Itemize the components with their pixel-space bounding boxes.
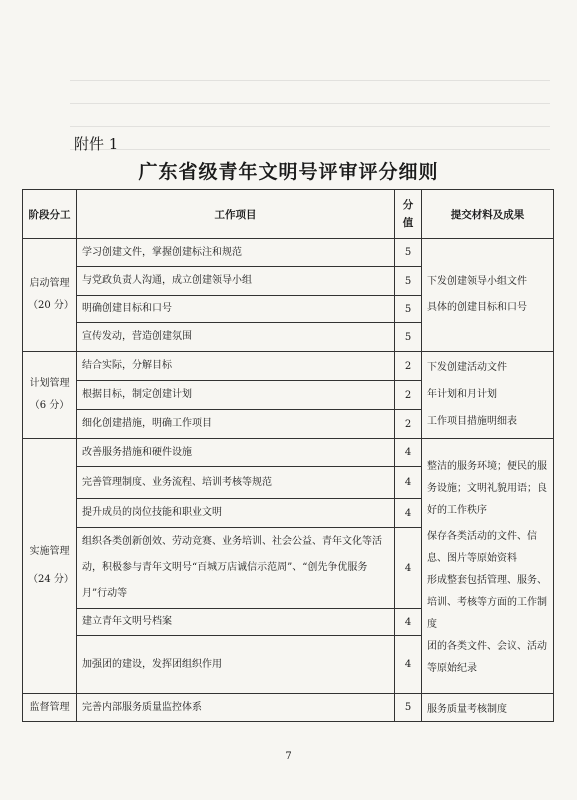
page-number: 7 bbox=[285, 751, 292, 762]
work-item: 结合实际，分解目标 bbox=[77, 352, 395, 381]
phase-points: （20 分） bbox=[28, 300, 74, 311]
score-value: 5 bbox=[395, 694, 422, 722]
work-item: 学习创建文件，掌握创建标注和规范 bbox=[77, 239, 395, 267]
material-item: 整洁的服务环境；便民的服务设施；文明礼貌用语；良好的工作秩序 bbox=[427, 461, 547, 516]
table-row bbox=[23, 694, 554, 722]
phase-name: 计划管理 bbox=[29, 378, 70, 389]
materials-cell bbox=[422, 694, 554, 722]
header-materials: 提交材料及成果 bbox=[422, 190, 554, 239]
work-item: 加强团的建设，发挥团组织作用 bbox=[77, 636, 395, 694]
score-value: 2 bbox=[395, 410, 422, 439]
work-item: 明确创建目标和口号 bbox=[77, 296, 395, 323]
table-header-row bbox=[23, 190, 554, 239]
score-value: 4 bbox=[395, 636, 422, 694]
attachment-label: 附件 1 bbox=[74, 135, 119, 153]
score-value: 2 bbox=[395, 381, 422, 410]
score-value: 4 bbox=[395, 528, 422, 609]
work-item: 改善服务措施和硬件设施 bbox=[77, 439, 395, 467]
phase-cell bbox=[23, 694, 77, 722]
header-score: 分值 bbox=[395, 190, 422, 239]
material-item: 保存各类活动的文件、信息、图片等原始资料 bbox=[427, 531, 537, 564]
material-item: 具体的创建目标和口号 bbox=[427, 302, 527, 313]
phase-cell bbox=[23, 239, 77, 352]
header-item: 工作项目 bbox=[77, 190, 395, 239]
table-row bbox=[23, 239, 554, 267]
material-item: 工作项目措施明细表 bbox=[427, 416, 517, 427]
score-value: 5 bbox=[395, 323, 422, 352]
work-item: 提升成员的岗位技能和职业文明 bbox=[77, 499, 395, 528]
work-item: 与党政负责人沟通，成立创建领导小组 bbox=[77, 267, 395, 296]
score-value: 4 bbox=[395, 499, 422, 528]
materials-cell bbox=[422, 239, 554, 352]
work-item: 细化创建措施，明确工作项目 bbox=[77, 410, 395, 439]
score-value: 4 bbox=[395, 439, 422, 467]
score-value: 5 bbox=[395, 239, 422, 267]
work-item: 根据目标，制定创建计划 bbox=[77, 381, 395, 410]
score-value: 4 bbox=[395, 609, 422, 636]
score-value: 4 bbox=[395, 467, 422, 499]
table-row bbox=[23, 439, 554, 467]
material-item: 下发创建领导小组文件 bbox=[427, 276, 527, 287]
material-item: 年计划和月计划 bbox=[427, 389, 497, 400]
table-row bbox=[23, 352, 554, 381]
phase-name: 启动管理 bbox=[29, 278, 70, 289]
materials-cell bbox=[422, 439, 554, 694]
phase-name: 监督管理 bbox=[29, 701, 70, 713]
phase-points: （6 分） bbox=[29, 400, 70, 411]
phase-points: （24 分） bbox=[28, 574, 74, 585]
work-item: 完善内部服务质量监控体系 bbox=[77, 694, 395, 722]
phase-name: 实施管理 bbox=[29, 546, 70, 557]
work-item: 宣传发动，营造创建氛围 bbox=[77, 323, 395, 352]
work-item: 完善管理制度、业务流程、培训考核等规范 bbox=[77, 467, 395, 499]
material-item: 下发创建活动文件 bbox=[427, 362, 507, 373]
work-item: 建立青年文明号档案 bbox=[77, 609, 395, 636]
phase-cell bbox=[23, 439, 77, 694]
work-item: 组织各类创新创效、劳动竞赛、业务培训、社会公益、青年文化等活动，积极参与青年文明号“百城万店诚信示范周”、“创先争优服务月”行动等 bbox=[77, 528, 395, 609]
score-value: 2 bbox=[395, 352, 422, 381]
phase-cell bbox=[23, 352, 77, 439]
material-item: 服务质量考核制度 bbox=[427, 704, 507, 715]
material-item: 团的各类文件、会议、活动等原始纪录 bbox=[427, 641, 547, 674]
score-value: 5 bbox=[395, 267, 422, 296]
score-value: 5 bbox=[395, 296, 422, 323]
document-title: 广东省级青年文明号评审评分细则 bbox=[138, 161, 439, 183]
materials-cell bbox=[422, 352, 554, 439]
header-phase: 阶段分工 bbox=[23, 190, 77, 239]
scoring-table bbox=[22, 189, 554, 722]
material-item: 形成整套包括管理、服务、培训、考核等方面的工作制度 bbox=[427, 575, 547, 630]
